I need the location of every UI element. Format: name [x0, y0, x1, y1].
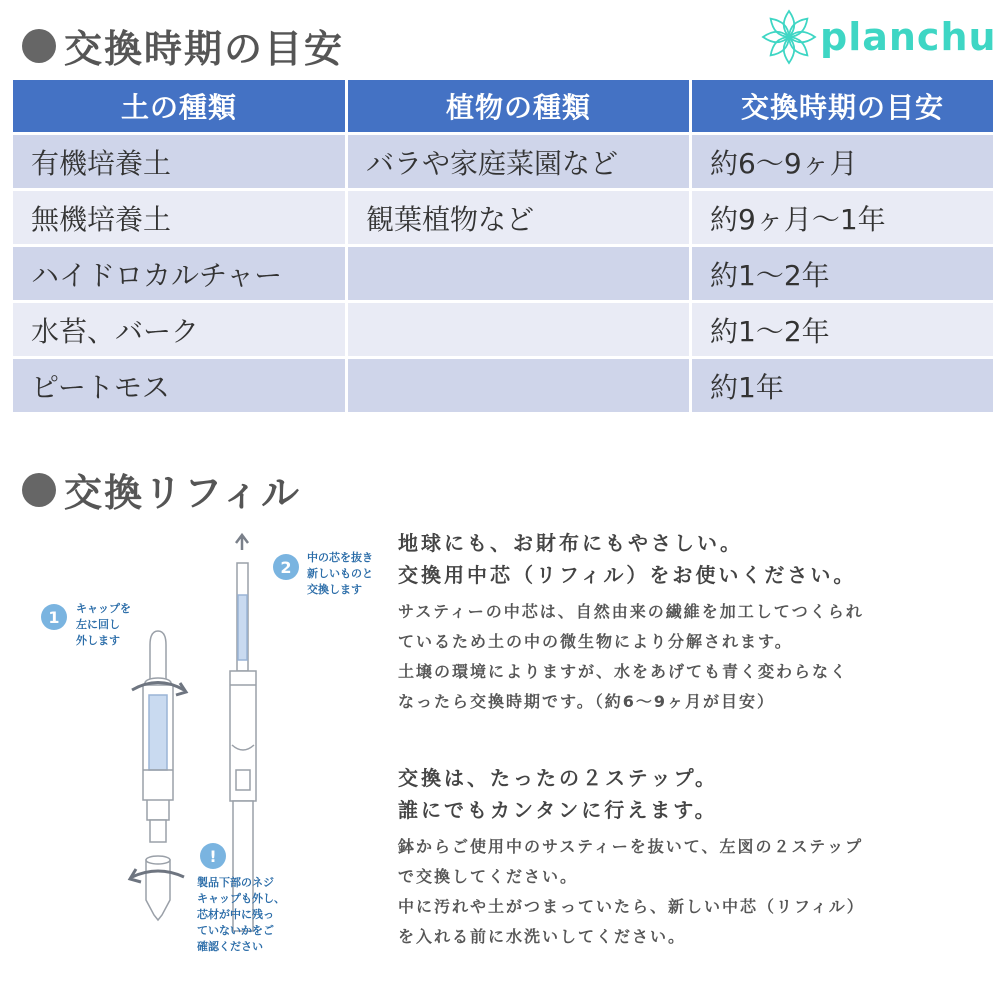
body-line: 土壌の環境によりますが、水をあげても青く変わらなく: [398, 662, 849, 681]
step1-line: キャップを: [76, 602, 131, 615]
table-cell: 約1～2年: [692, 247, 993, 300]
section-title-text: 交換リフィル: [64, 471, 301, 515]
table-cell: ハイドロカルチャー: [13, 247, 345, 300]
refill-intro-text: [398, 527, 864, 717]
table-row: [13, 303, 993, 356]
table-header-row: [13, 80, 993, 132]
step1-line: 左に回し: [76, 618, 120, 631]
table-cell: 観葉植物など: [348, 191, 689, 244]
step2-label: [307, 550, 373, 598]
step1-label: [76, 601, 131, 649]
table-cell: [348, 303, 689, 356]
section-title-text: 交換時期の目安: [64, 27, 345, 71]
headline-line: 誰にでもカンタンに行えます。: [398, 798, 718, 822]
table-cell: 約9ヶ月～1年: [692, 191, 993, 244]
table-cell: 無機培養土: [13, 191, 345, 244]
headline-line: 地球にも、お財布にもやさしい。: [398, 531, 743, 555]
note-line: 製品下部のネジ: [197, 876, 274, 889]
step1-badge: 1: [41, 604, 67, 630]
replacement-timing-table: [10, 77, 996, 415]
bullet-circle-icon: [22, 473, 56, 507]
table-cell: 約6～9ヶ月: [692, 135, 993, 188]
body-line: 中に汚れや土がつまっていたら、新しい中芯（リフィル）: [398, 897, 865, 916]
section-title-refill: [22, 462, 301, 517]
body-line: で交換してください。: [398, 867, 579, 886]
note-line: 芯材が中に残っ: [197, 908, 274, 921]
step2-line: 交換します: [307, 583, 362, 596]
body-line: 鉢からご使用中のサスティーを抜いて、左図の２ステップ: [398, 837, 864, 856]
section-title-replacement-timing: [22, 18, 344, 73]
step2-line: 新しいものと: [307, 567, 373, 580]
column-header-soil-type: 土の種類: [13, 80, 345, 132]
note-badge: !: [200, 843, 226, 869]
body-line: サスティーの中芯は、自然由来の繊維を加工してつくられ: [398, 602, 864, 621]
brand-logo: [760, 8, 997, 66]
table-cell: 有機培養土: [13, 135, 345, 188]
step1-line: 外します: [76, 634, 120, 647]
table-row: [13, 247, 993, 300]
refill-illustration: [0, 515, 395, 975]
note-label: [197, 875, 285, 955]
column-header-plant-type: 植物の種類: [348, 80, 689, 132]
headline-line: 交換用中芯（リフィル）をお使いください。: [398, 563, 857, 587]
table-cell: 約1年: [692, 359, 993, 412]
table-cell: [348, 359, 689, 412]
step2-line: 中の芯を抜き: [307, 551, 373, 564]
note-line: キャップも外し、: [197, 892, 285, 905]
table-cell: バラや家庭菜園など: [348, 135, 689, 188]
body-line: ているため土の中の微生物により分解されます。: [398, 632, 793, 651]
table-cell: [348, 247, 689, 300]
table-cell: 水苔、バーク: [13, 303, 345, 356]
table-row: [13, 135, 993, 188]
body-line: なったら交換時期です。（約6～9ヶ月が目安）: [398, 692, 775, 711]
headline-line: 交換は、たったの２ステップ。: [398, 766, 718, 790]
column-header-replacement-timing: 交換時期の目安: [692, 80, 993, 132]
note-line: 確認ください: [197, 940, 263, 953]
logo-text: planchu: [820, 15, 997, 59]
body-line: を入れる前に水洗いしてください。: [398, 927, 687, 946]
step2-badge: 2: [273, 554, 299, 580]
bullet-circle-icon: [22, 29, 56, 63]
lotus-flower-icon: [760, 8, 818, 66]
table-row: [13, 191, 993, 244]
table-cell: ピートモス: [13, 359, 345, 412]
table-row: [13, 359, 993, 412]
refill-steps-text: [398, 762, 865, 952]
table-cell: 約1～2年: [692, 303, 993, 356]
note-line: ていないかをご: [197, 924, 274, 937]
